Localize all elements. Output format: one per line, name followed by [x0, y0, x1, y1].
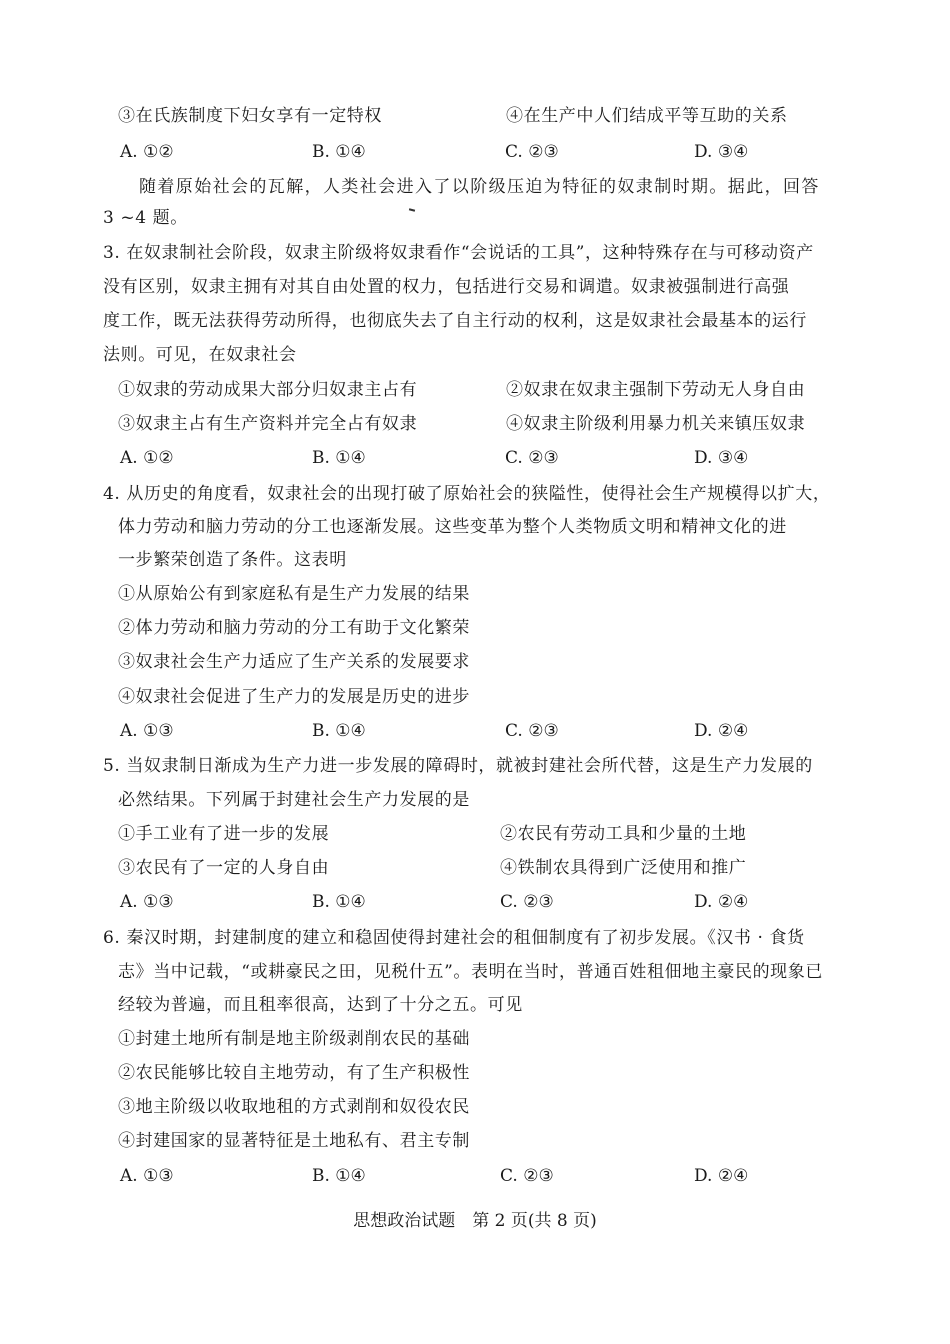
q6-statement-3: ③地主阶级以收取地租的方式剥削和奴役农民 — [118, 1097, 470, 1117]
q3-choice-b: B. ①④ — [312, 448, 366, 468]
q4-choice-b: B. ①④ — [312, 721, 366, 741]
q4-statement-4: ④奴隶社会促进了生产力的发展是历史的进步 — [118, 687, 470, 707]
q2-statement-4: ④在生产中人们结成平等互助的关系 — [506, 106, 788, 126]
q6-stem-line-2: 志》当中记载，“或耕豪民之田，见税什五”。表明在当时，普通百姓租佃地主豪民的现象已 — [118, 962, 823, 982]
page-footer: 思想政治试题 第 2 页(共 8 页) — [353, 1211, 597, 1231]
q4-choice-a: A. ①③ — [120, 721, 174, 741]
q3-stem-line-4: 法则。可见，在奴隶社会 — [103, 345, 297, 365]
q3-statement-1: ①奴隶的劳动成果大部分归奴隶主占有 — [118, 380, 418, 400]
q3-stem-line-1: 3. 在奴隶制社会阶段，奴隶主阶级将奴隶看作“会说话的工具”，这种特殊存在与可移动资产 — [103, 243, 814, 263]
q3-statement-3: ③奴隶主占有生产资料并完全占有奴隶 — [118, 414, 418, 434]
q6-statement-4: ④封建国家的显著特征是土地私有、君主专制 — [118, 1131, 470, 1151]
q3-stem-line-2: 没有区别，奴隶主拥有对其自由处置的权力，包括进行交易和调遣。奴隶被强制进行高强 — [103, 277, 790, 297]
q5-choice-c: C. ②③ — [500, 892, 554, 912]
q3-statement-4: ④奴隶主阶级利用暴力机关来镇压奴隶 — [506, 414, 806, 434]
q6-choice-d: D. ②④ — [694, 1166, 749, 1186]
q4-statement-2: ②体力劳动和脑力劳动的分工有助于文化繁荣 — [118, 618, 470, 638]
q4-choice-d: D. ②④ — [694, 721, 749, 741]
q4-stem-line-3: 一步繁荣创造了条件。这表明 — [118, 550, 347, 570]
q2-statement-3: ③在氏族制度下妇女享有一定特权 — [118, 106, 382, 126]
q6-stem-line-3: 经较为普遍，而且租率很高，达到了十分之五。可见 — [118, 995, 523, 1015]
q2-choice-a: A. ①② — [120, 142, 174, 162]
q5-choice-d: D. ②④ — [694, 892, 749, 912]
q5-choice-a: A. ①③ — [120, 892, 174, 912]
intro-line-2: 3 ~4 题。 — [103, 208, 188, 228]
q5-statement-3: ③农民有了一定的人身自由 — [118, 858, 330, 878]
q3-choice-a: A. ①② — [120, 448, 174, 468]
q6-statement-2: ②农民能够比较自主地劳动，有了生产积极性 — [118, 1063, 470, 1083]
q5-choice-b: B. ①④ — [312, 892, 366, 912]
q6-choice-c: C. ②③ — [500, 1166, 554, 1186]
q3-statement-2: ②奴隶在奴隶主强制下劳动无人身自由 — [506, 380, 806, 400]
intro-line-1: 随着原始社会的瓦解，人类社会进入了以阶级压迫为特征的奴隶制时期。据此，回答 — [139, 177, 820, 197]
q4-stem-line-2: 体力劳动和脑力劳动的分工也逐渐发展。这些变革为整个人类物质文明和精神文化的进 — [118, 517, 787, 537]
q2-choice-c: C. ②③ — [505, 142, 559, 162]
q5-statement-4: ④铁制农具得到广泛使用和推广 — [500, 858, 747, 878]
q5-stem-line-2: 必然结果。下列属于封建社会生产力发展的是 — [118, 790, 470, 810]
scan-speck — [409, 208, 415, 211]
q5-statement-2: ②农民有劳动工具和少量的土地 — [500, 824, 747, 844]
q3-choice-c: C. ②③ — [505, 448, 559, 468]
q4-stem-line-1: 4. 从历史的角度看，奴隶社会的出现打破了原始社会的狭隘性，使得社会生产规模得以扩大， — [103, 484, 831, 504]
q5-stem-line-1: 5. 当奴隶制日渐成为生产力进一步发展的障碍时，就被封建社会所代替，这是生产力发展的 — [103, 756, 813, 776]
q3-stem-line-3: 度工作，既无法获得劳动所得，也彻底失去了自主行动的权利，这是奴隶社会最基本的运行 — [103, 311, 807, 331]
q4-statement-1: ①从原始公有到家庭私有是生产力发展的结果 — [118, 584, 470, 604]
q6-choice-b: B. ①④ — [312, 1166, 366, 1186]
q6-choice-a: A. ①③ — [120, 1166, 174, 1186]
q2-choice-b: B. ①④ — [312, 142, 366, 162]
q4-choice-c: C. ②③ — [505, 721, 559, 741]
q6-statement-1: ①封建土地所有制是地主阶级剥削农民的基础 — [118, 1029, 470, 1049]
q4-statement-3: ③奴隶社会生产力适应了生产关系的发展要求 — [118, 652, 470, 672]
q2-choice-d: D. ③④ — [694, 142, 749, 162]
q3-choice-d: D. ③④ — [694, 448, 749, 468]
q5-statement-1: ①手工业有了进一步的发展 — [118, 824, 330, 844]
q6-stem-line-1: 6. 秦汉时期，封建制度的建立和稳固使得封建社会的租佃制度有了初步发展。《汉书 · 食货 — [103, 928, 805, 948]
